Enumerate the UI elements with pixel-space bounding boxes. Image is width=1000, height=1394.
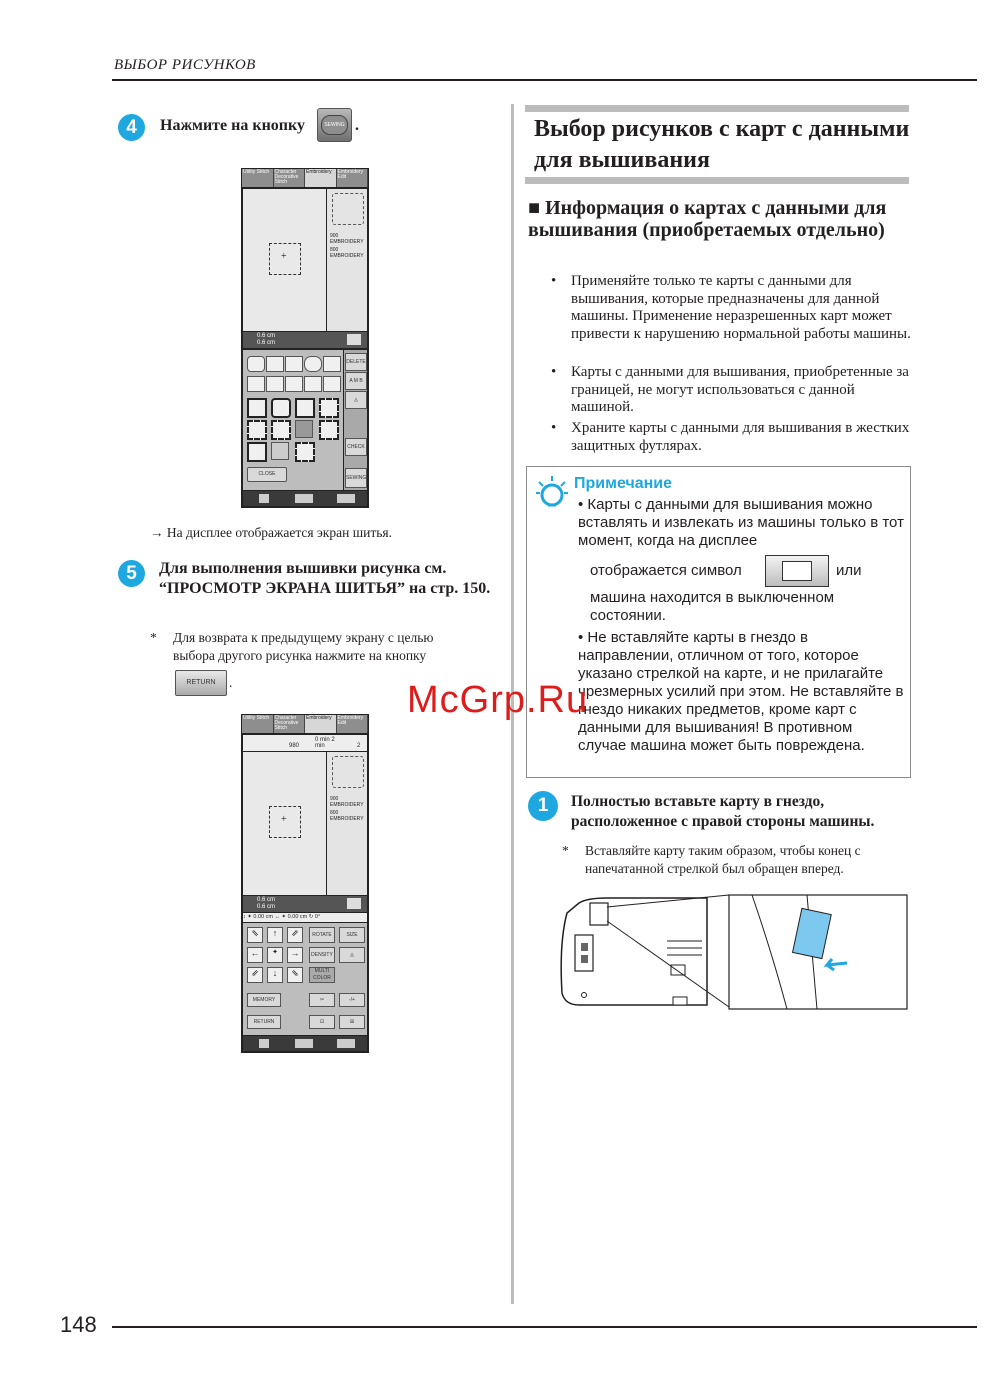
shape-diamond-button[interactable]: [285, 356, 303, 372]
stitch-type-7-button[interactable]: [295, 420, 313, 438]
rotate-button[interactable]: ROTATE: [309, 927, 335, 943]
screen2-page-icon: [259, 1039, 269, 1048]
screen2-tab-utility: Utility Stitch: [242, 715, 274, 733]
amb-button[interactable]: A M B: [345, 372, 367, 390]
screen2-hoop-icon: [347, 898, 361, 909]
step-4-badge: 4: [118, 114, 145, 141]
section-top-bar: [525, 105, 909, 112]
running-header: ВЫБОР РИСУНКОВ: [114, 57, 256, 73]
screen2-size-w: 0.6 cm: [257, 897, 276, 903]
screen2-color-count: 2: [357, 743, 361, 749]
sewing-button[interactable]: SEWING: [345, 468, 367, 488]
bullet-text-3: Храните карты с данными для вышивания в жестких защитных футлярах.: [571, 420, 910, 454]
step-1-note-text: Вставляйте карту таким образом, чтобы конец с напечатанной стрелкой был обращен вперед.: [585, 843, 861, 876]
stitch-type-4-button[interactable]: [319, 398, 339, 418]
screen1-thread-1: 900 EMBROIDERY: [330, 233, 364, 245]
note-title: Примечание: [574, 475, 673, 492]
density-button[interactable]: DENSITY: [309, 947, 335, 963]
check-button[interactable]: CHECK: [345, 438, 367, 456]
trim-button[interactable]: ✂: [309, 993, 335, 1007]
screen1-hoop-icon: [347, 334, 361, 345]
footer-rule: [112, 1326, 977, 1328]
screen1-bottom-bar: [243, 491, 367, 506]
return-note-mark: *: [150, 630, 157, 645]
screen2-machine-icon: [337, 1039, 355, 1048]
bullet-text-1: Применяйте только те карты с данными для вышивания, которые предназначены для данной машины. Применение неразрешенных карт может привести к нарушению нормальной работы машины.: [571, 273, 911, 342]
shape-round-rect-button[interactable]: [247, 356, 265, 372]
stitch-type-8-button[interactable]: [319, 420, 339, 440]
screen1-page-icon: [259, 494, 269, 503]
screen1-thread-2: 800 EMBROIDERY: [330, 247, 364, 259]
stitch-type-10-button[interactable]: [271, 442, 289, 460]
screen2-thread-1: 900 EMBROIDERY: [330, 796, 364, 808]
screen2-tab-embroidery-edit: Embroidery Edit: [337, 715, 369, 733]
stitch-type-2-button[interactable]: [271, 398, 291, 418]
screen1-tab-utility: Utility Stitch: [242, 169, 274, 187]
card-symbol-icon: [765, 555, 829, 587]
screen2-thread-preview: [332, 756, 364, 788]
screen1-size-bar: [243, 332, 367, 348]
screen2-time: 0 min 2 min: [315, 737, 335, 749]
multi-color-button[interactable]: MULTI COLOR: [309, 967, 335, 983]
close-button[interactable]: CLOSE: [247, 467, 287, 482]
shape-square-button[interactable]: [266, 356, 284, 372]
sewing-button-image: [317, 108, 352, 142]
screen1-thread-panel: [327, 189, 367, 331]
sewing-button-label: SEWING: [321, 115, 348, 135]
shape-oval-2-button[interactable]: [323, 376, 341, 392]
display-note: → На дисплее отображается экран шитья.: [150, 525, 392, 540]
screen2-tab-embroidery: Embroidery: [305, 715, 337, 733]
note-item-1a: • Карты с данными для вышивания можно вставлять и извлекать из машины только в тот момент, когда на дисплее: [578, 496, 904, 549]
step-1-badge: 1: [528, 791, 558, 821]
screen1-side-buttons: [344, 350, 367, 490]
bullet-text-2: Карты с данными для вышивания, приобретенные за границей, не могут использоваться с данной машиной.: [571, 364, 909, 415]
screen1-tab-embroidery: Embroidery: [305, 169, 337, 187]
screen1-size-h: 0.6 cm: [257, 340, 276, 346]
return-note-period: .: [229, 675, 233, 690]
screen1-thread-preview: [332, 193, 364, 225]
sewing-screen-2: [241, 714, 369, 1053]
needle-button[interactable]: -/+: [339, 993, 365, 1007]
move-left-button[interactable]: ←: [247, 947, 263, 963]
note-item-1c: или: [836, 562, 862, 579]
subsection-title: ■ Информация о картах с данными для вышивания (приобретаемых отдельно): [528, 197, 887, 241]
screen2-tabs: [242, 715, 368, 733]
screen1-pattern-frame: [269, 243, 301, 275]
move-down-left-button[interactable]: ⇙: [247, 967, 263, 983]
start-point-button[interactable]: ⊡: [309, 1015, 335, 1029]
move-down-button[interactable]: ↓: [267, 967, 283, 983]
stitch-type-3-button[interactable]: [295, 398, 315, 418]
stitch-type-6-button[interactable]: [271, 420, 291, 440]
bullet-dot-1: •: [551, 273, 557, 289]
screen2-return-button[interactable]: RETURN: [247, 1015, 281, 1029]
step-4-text: Нажмите на кнопку: [160, 117, 305, 134]
screen2-size-h: 0.6 cm: [257, 904, 276, 910]
return-note-text: Для возврата к предыдущему экрану с целью выбора другого рисунка нажмите на кнопку: [173, 630, 434, 663]
note-item-1d: машина находится в выключенном состоянии.: [590, 589, 835, 624]
stitch-type-1-button[interactable]: [247, 398, 267, 418]
step-5-text: Для выполнения вышивки рисунка см. “ПРОСМОТР ЭКРАНА ШИТЬЯ” на стр. 150.: [159, 560, 491, 597]
header-rule: [112, 79, 977, 81]
screen2-bottom-bar: [243, 1036, 367, 1051]
screen1-center-mark: +: [281, 251, 287, 262]
move-up-button[interactable]: ↑: [267, 927, 283, 943]
screen2-pattern-frame: [269, 806, 301, 838]
shape-shield-button[interactable]: [247, 376, 265, 392]
section-bottom-bar: [525, 177, 909, 184]
screen1-tab-character: Character Decorative Stitch: [274, 169, 306, 187]
screen2-thread-2: 800 EMBROIDERY: [330, 810, 364, 822]
delete-button[interactable]: DELETE: [345, 353, 367, 371]
move-center-button[interactable]: ✦: [267, 947, 283, 963]
page-number: 148: [60, 1312, 97, 1337]
watermark: McGrp.Ru: [407, 679, 589, 721]
screen1-size-w: 0.6 cm: [257, 333, 276, 339]
screen2-thread-panel: [327, 752, 367, 895]
shape-ring-button[interactable]: [285, 376, 303, 392]
move-right-button[interactable]: →: [287, 947, 303, 963]
step-4-period: .: [355, 117, 359, 134]
screen2-card-icon: [295, 1039, 313, 1048]
trial-button[interactable]: ⊞: [339, 1015, 365, 1029]
stitch-type-11-button[interactable]: [295, 442, 315, 462]
shape-circle-button[interactable]: [323, 356, 341, 372]
step-1-note-mark: *: [562, 843, 569, 858]
shape-crest-button[interactable]: [304, 376, 322, 392]
bullet-dot-3: •: [551, 420, 557, 436]
mirror-button-2[interactable]: ◬: [339, 947, 365, 963]
note-bulb-icon: [535, 474, 569, 512]
note-item-1b: отображается символ: [590, 562, 742, 579]
screen2-size-bar: [243, 896, 367, 912]
screen1-canvas: [243, 189, 326, 331]
card-symbol-inner: [782, 561, 812, 581]
screen1-frame-shapes-panel: [243, 350, 343, 490]
section-title: Выбор рисунков с карт с данными для вышивания: [534, 116, 910, 173]
screen2-canvas: [243, 752, 326, 895]
screen2-center-mark: +: [281, 814, 287, 825]
return-button-image: RETURN: [175, 670, 227, 696]
card-slot-illustration: [557, 893, 909, 1013]
screen2-info-bar: [243, 735, 367, 751]
screen2-stitch-count: 980: [289, 743, 300, 749]
screen2-tab-character: Character Decorative Stitch: [274, 715, 306, 733]
screen2-position-readout: ↕ ✦ 0.00 cm ↔ ✦ 0.00 cm ↻ 0°: [243, 913, 367, 922]
move-up-left-button[interactable]: ⇖: [247, 927, 263, 943]
stitch-type-9-button[interactable]: [247, 442, 267, 462]
shape-heart-button[interactable]: [266, 376, 284, 392]
note-item-2: • Не вставляйте карты в гнездо в направлении, отличном от того, которое указано стрелкой на карте, и не прилагайте чрезмерных усилий при этом. Не вставляйте в гнездо никаких предметов, кроме карт с данными для вышивания! В противном случае машина может быть повреждена.: [578, 629, 904, 754]
step-1-text: Полностью вставьте карту в гнездо, расположенное с правой стороны машины.: [571, 793, 875, 830]
move-up-right-button[interactable]: ⇗: [287, 927, 303, 943]
size-button[interactable]: SIZE: [339, 927, 365, 943]
screen1-machine-icon: [337, 494, 355, 503]
embroidery-screen-1: [241, 168, 369, 508]
step-5-badge: 5: [118, 560, 145, 587]
screen1-tabs: [242, 169, 368, 187]
bullet-dot-2: •: [551, 364, 557, 380]
screen2-edit-panel: [243, 923, 367, 1035]
screen1-card-icon: [295, 494, 313, 503]
stitch-type-5-button[interactable]: [247, 420, 267, 440]
mirror-button[interactable]: ◬: [345, 391, 367, 409]
memory-button[interactable]: MEMORY: [247, 993, 281, 1007]
screen1-tab-embroidery-edit: Embroidery Edit: [337, 169, 369, 187]
move-down-right-button[interactable]: ⇘: [287, 967, 303, 983]
shape-oval-button[interactable]: [304, 356, 322, 372]
